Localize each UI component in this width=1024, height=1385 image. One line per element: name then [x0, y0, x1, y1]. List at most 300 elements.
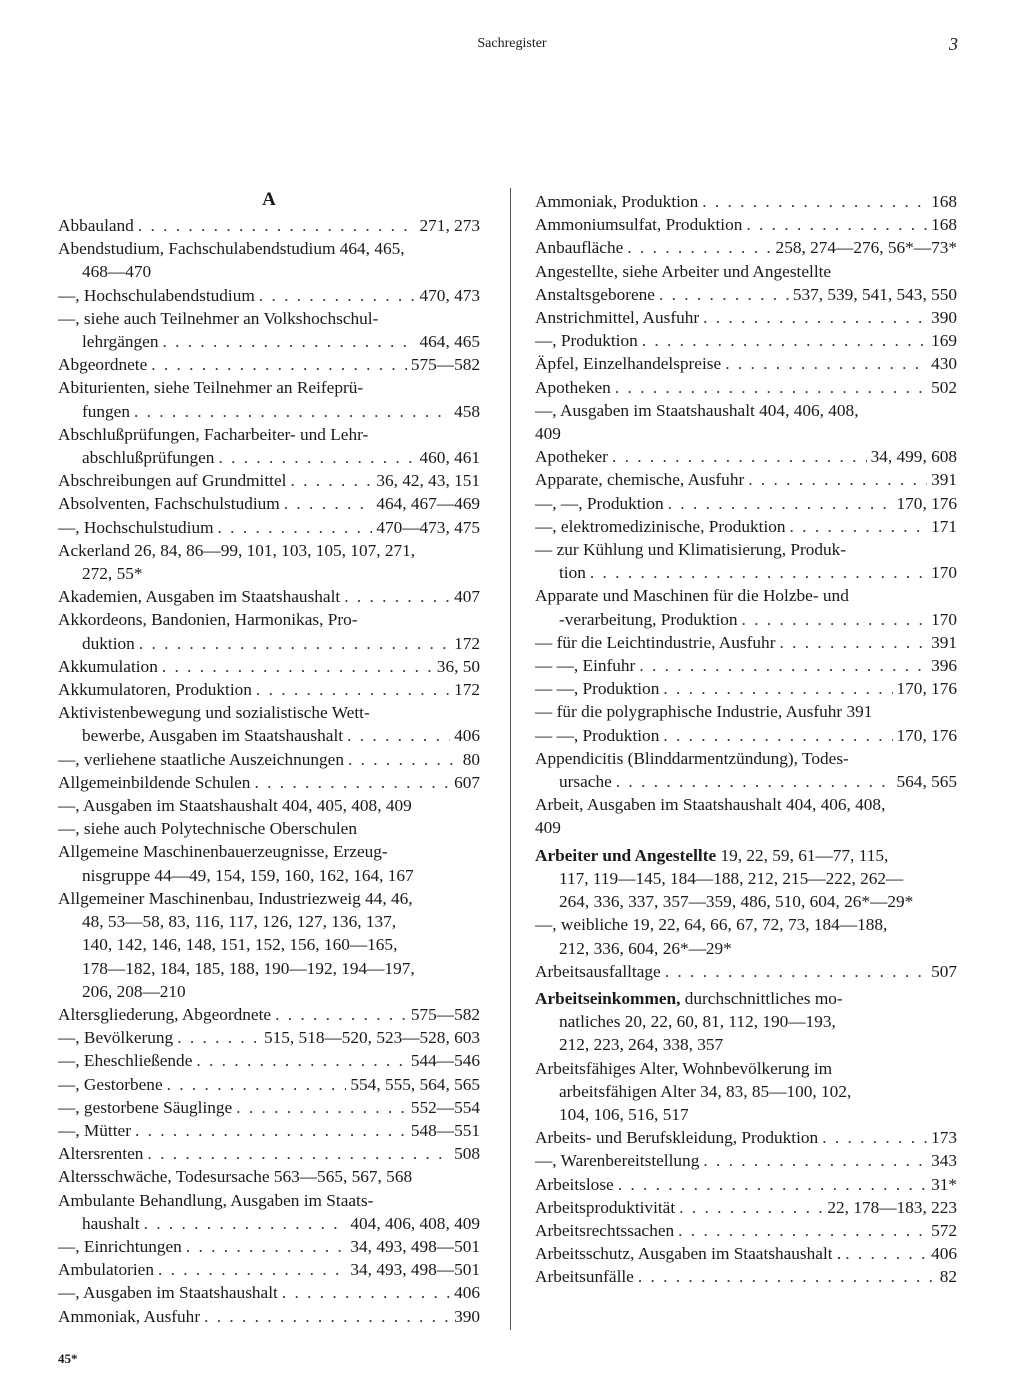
index-entry [58, 1003, 480, 1026]
entry-term: Ambulatorien [58, 1260, 154, 1280]
entry-text [82, 260, 151, 283]
page-reference: 170 [931, 609, 957, 629]
index-entry [58, 585, 480, 608]
index-entry [58, 307, 480, 353]
leader-dots [845, 1242, 927, 1265]
index-entry [58, 1096, 480, 1119]
index-entry [58, 1049, 480, 1072]
leader-dots [668, 492, 893, 515]
index-entry [58, 748, 480, 771]
entry-text [82, 330, 158, 353]
page-reference: 572 [931, 1220, 957, 1240]
index-entry [535, 1173, 957, 1196]
entry-term: —, weibliche 19, 22, 64, 66, 67, 72, 73, 184—188, [535, 915, 888, 935]
entry-term: Abiturienten, siehe Teilnehmer an Reifeprü- [58, 378, 364, 398]
index-line [58, 794, 480, 817]
leader-dots [822, 1126, 927, 1149]
index-entry [535, 236, 957, 259]
leader-dots [167, 1073, 347, 1096]
entry-term: -verarbeitung, Produktion [559, 609, 738, 629]
entry-term: nisgruppe 44—49, 154, 159, 160, 162, 164, 167 [82, 865, 414, 885]
entry-term: Aktivistenbewegung und sozialistische Wett- [58, 703, 370, 723]
page-reference: 34, 499, 608 [870, 447, 957, 467]
entry-text [535, 1196, 675, 1219]
leader-dots [678, 1219, 927, 1242]
entry-term: Apotheker [535, 447, 608, 467]
leader-dots [147, 1142, 450, 1165]
index-line [58, 1305, 480, 1328]
leader-dots [702, 190, 927, 213]
entry-text [559, 770, 612, 793]
entry-text [82, 724, 343, 747]
index-line [535, 867, 957, 890]
entry-term: Altersrenten [58, 1144, 144, 1164]
entry-text [535, 1149, 699, 1172]
entry-text [535, 1242, 841, 1265]
entry-term: —, siehe auch Teilnehmer an Volkshochschul- [58, 308, 379, 328]
leader-dots [790, 515, 928, 538]
entry-text [559, 608, 738, 631]
index-line [535, 1265, 957, 1288]
leader-dots [204, 1305, 450, 1328]
index-line [535, 236, 957, 259]
entry-text [58, 608, 358, 631]
index-line [58, 1003, 480, 1026]
index-entry [58, 376, 480, 422]
index-entry [535, 1196, 957, 1219]
index-line [535, 329, 957, 352]
index-line [58, 1119, 480, 1142]
entry-text [535, 913, 887, 936]
entry-text [535, 631, 775, 654]
index-line [58, 1165, 480, 1188]
entry-term: —, —, Produktion [535, 493, 664, 513]
leader-dots [218, 516, 373, 539]
entry-term: Arbeitsunfälle [535, 1267, 634, 1287]
index-line [58, 284, 480, 307]
entry-text [58, 423, 368, 446]
entry-text [535, 306, 699, 329]
page-number: 3 [949, 34, 958, 54]
index-entry [58, 655, 480, 678]
running-head-title: Sachregister [477, 36, 547, 51]
entry-term: Arbeitsproduktivität [535, 1197, 676, 1217]
entry-text [535, 724, 659, 747]
entry-term: Absolventen, Fachschulstudium [58, 494, 280, 514]
index-entry [58, 1281, 480, 1304]
leader-dots [218, 446, 415, 469]
index-entry [58, 1026, 480, 1049]
index-line [535, 631, 957, 654]
entry-text [535, 1173, 614, 1196]
leader-dots [590, 561, 927, 584]
entry-text [58, 376, 363, 399]
page-reference: 169 [931, 331, 957, 351]
entry-text [559, 890, 913, 913]
entry-term: Arbeits- und Berufskleidung, Produktion [535, 1128, 819, 1148]
index-line [58, 585, 480, 608]
entry-term: —, Ausgaben im Staatshaushalt [58, 1283, 278, 1303]
leader-dots [284, 492, 373, 515]
leader-dots [162, 330, 415, 353]
index-entry [535, 631, 957, 654]
leader-dots [290, 469, 372, 492]
index-line [58, 910, 480, 933]
index-entry [58, 237, 480, 283]
entry-text [535, 1126, 818, 1149]
entry-text [82, 864, 414, 887]
index-line [535, 584, 957, 607]
entry-term: Ammoniumsulfat, Produktion [535, 215, 743, 235]
entry-term: haushalt [82, 1213, 140, 1233]
entry-text [58, 1003, 271, 1026]
entry-text [535, 1057, 832, 1080]
entry-term: 409 [535, 424, 561, 444]
entry-text [58, 237, 405, 260]
entry-text [58, 1026, 173, 1049]
index-line [58, 864, 480, 887]
index-line [535, 1080, 957, 1103]
entry-text [58, 353, 147, 376]
entry-term: Anstaltsgeborene [535, 284, 655, 304]
entry-term: —, siehe auch Polytechnische Oberschulen [58, 819, 357, 839]
index-entry [58, 794, 480, 817]
entry-term: abschlußprüfungen [82, 448, 215, 468]
page-reference: 172 [454, 680, 480, 700]
entry-term: Allgemeiner Maschinenbau, Industriezweig 44, 46, [58, 888, 413, 908]
index-entry [535, 376, 957, 399]
entry-term: fungen [82, 401, 130, 421]
entry-text [559, 937, 732, 960]
index-entry [535, 1149, 957, 1172]
index-entry [535, 1219, 957, 1242]
index-line [535, 1010, 957, 1033]
leader-dots [616, 770, 893, 793]
entry-term: —, Hochschulstudium [58, 517, 214, 537]
entry-term: 48, 53—58, 83, 116, 117, 126, 127, 136, 137, [82, 912, 397, 932]
leader-dots [665, 960, 927, 983]
leader-dots [177, 1026, 260, 1049]
leader-dots [275, 1003, 407, 1026]
page-reference: 258, 274—276, 56*—73* [775, 238, 957, 258]
leader-dots [615, 376, 927, 399]
entry-text [58, 1235, 182, 1258]
entry-text [82, 562, 142, 585]
index-line [535, 399, 957, 422]
page-reference: 607 [454, 772, 480, 792]
entry-term: Arbeitsfähiges Alter, Wohnbevölkerung im [535, 1058, 833, 1078]
page-reference: 391 [931, 470, 957, 490]
leader-dots [627, 236, 771, 259]
index-line [58, 1281, 480, 1304]
entry-term: 212, 336, 604, 26*—29* [559, 938, 732, 958]
entry-text [535, 1265, 634, 1288]
index-line [535, 1057, 957, 1080]
entry-term: Allgemeinbildende Schulen [58, 772, 251, 792]
leader-dots [779, 631, 927, 654]
entry-text [535, 468, 744, 491]
page-reference: 430 [931, 354, 957, 374]
index-line [535, 260, 957, 283]
entry-text [559, 867, 903, 890]
index-entry [58, 701, 480, 747]
leader-dots [151, 353, 407, 376]
page-reference: 552—554 [410, 1097, 480, 1117]
entry-term: 272, 55* [82, 564, 143, 584]
index-line [535, 1149, 957, 1172]
entry-text [82, 446, 214, 469]
index-entry [58, 516, 480, 539]
entry-text [535, 515, 786, 538]
entry-term: Allgemeine Maschinenbauerzeugnisse, Erzeug- [58, 842, 388, 862]
entry-term: Akkumulation [58, 656, 158, 676]
index-line [58, 701, 480, 724]
index-line [535, 306, 957, 329]
entry-text [82, 632, 135, 655]
leader-dots [236, 1096, 407, 1119]
page-reference: 31* [931, 1174, 957, 1194]
entry-term: Apparate, chemische, Ausfuhr [535, 470, 745, 490]
index-line [535, 283, 957, 306]
entry-text [535, 584, 849, 607]
index-entry [58, 423, 480, 469]
entry-term: 212, 223, 264, 338, 357 [559, 1035, 724, 1055]
index-line [535, 793, 957, 816]
entry-text [82, 980, 186, 1003]
page-reference: 544—546 [410, 1051, 480, 1071]
section-letter: A [262, 189, 276, 210]
entry-term: 409 [535, 818, 561, 838]
index-line [58, 957, 480, 980]
entry-text [559, 561, 586, 584]
index-line [58, 260, 480, 283]
entry-text [535, 260, 831, 283]
entry-term: Äpfel, Einzelhandelspreise [535, 354, 722, 374]
entry-text [58, 1258, 154, 1281]
page-reference: 36, 50 [436, 656, 480, 676]
entry-term: Altersschwäche, Todesursache 563—565, 567, 568 [58, 1167, 413, 1187]
entry-term: Arbeitsschutz, Ausgaben im Staatshaushalt . [535, 1244, 842, 1264]
index-entry [535, 1126, 957, 1149]
entry-text [58, 1189, 373, 1212]
leader-dots [134, 400, 450, 423]
entry-term: Arbeitsrechtssachen [535, 1220, 675, 1240]
page-reference: 406 [454, 726, 480, 746]
index-line [58, 539, 480, 562]
page-reference: 170 [931, 563, 957, 583]
entry-term: arbeitsfähigen Alter 34, 83, 85—100, 102, [559, 1081, 852, 1101]
index-line [535, 445, 957, 468]
leader-dots [135, 1119, 407, 1142]
entry-term: 117, 119—145, 184—188, 212, 215—222, 262— [559, 868, 904, 888]
entry-term: Abgeordnete [58, 355, 148, 375]
entry-term: —, Bevölkerung [58, 1028, 174, 1048]
index-line [535, 816, 957, 839]
entry-text [58, 284, 255, 307]
index-entry [535, 515, 957, 538]
entry-term: — für die Leichtindustrie, Ausfuhr [535, 632, 776, 652]
entry-text [535, 283, 655, 306]
index-entry [58, 492, 480, 515]
entry-term: Ammoniak, Produktion [535, 192, 699, 211]
index-line [58, 1142, 480, 1165]
index-entry [535, 654, 957, 677]
index-line [58, 748, 480, 771]
leader-dots [138, 214, 416, 237]
index-entry [535, 584, 957, 630]
entry-text [58, 1049, 192, 1072]
leader-dots [748, 468, 927, 491]
entry-text [535, 844, 888, 867]
index-line [535, 1033, 957, 1056]
index-entry [58, 214, 480, 237]
index-entry [535, 724, 957, 747]
page-reference: 464, 465 [419, 332, 480, 352]
index-line [535, 770, 957, 793]
index-entry [58, 1165, 480, 1188]
entry-term: 468—470 [82, 262, 152, 282]
index-line [535, 1242, 957, 1265]
index-line [58, 1073, 480, 1096]
page-reference: 168 [931, 215, 957, 235]
index-entry [58, 1258, 480, 1281]
entry-text [535, 190, 698, 213]
entry-text [535, 376, 611, 399]
index-entry [58, 1189, 480, 1235]
page-reference: 406 [454, 1283, 480, 1303]
index-entry [535, 1242, 957, 1265]
entry-term: Angestellte, siehe Arbeiter und Angestellte [535, 261, 832, 281]
index-entry [58, 353, 480, 376]
index-entry [535, 213, 957, 236]
entry-term: Ackerland 26, 84, 86—99, 101, 103, 105, 107, 271, [58, 540, 416, 560]
page-reference: 172 [454, 633, 480, 653]
entry-term: —, Warenbereitstellung [535, 1151, 700, 1171]
entry-term: —, elektromedizinische, Produktion [535, 516, 786, 536]
index-line [58, 1026, 480, 1049]
entry-text [535, 236, 623, 259]
entry-term: — —, Einfuhr [535, 656, 636, 676]
index-line [535, 1219, 957, 1242]
index-entry [535, 468, 957, 491]
entry-text [82, 910, 396, 933]
page-reference: 173 [931, 1128, 957, 1148]
entry-text [535, 747, 849, 770]
index-line [58, 933, 480, 956]
page-reference: 507 [931, 961, 957, 981]
page-reference: 458 [454, 401, 480, 421]
index-line [535, 1173, 957, 1196]
page-reference: 170, 176 [896, 493, 957, 513]
index-line [58, 469, 480, 492]
entry-term: Akkordeons, Bandonien, Harmonikas, Pro- [58, 610, 358, 630]
page-reference: 515, 518—520, 523—528, 603 [263, 1028, 480, 1048]
entry-text [58, 840, 388, 863]
entry-text [58, 1073, 163, 1096]
entry-term: —, gestorbene Säuglinge [58, 1097, 233, 1117]
index-line [535, 538, 957, 561]
printer-signature-mark: 45* [58, 1351, 78, 1366]
entry-term: —, Ausgaben im Staatshaushalt 404, 405, 408, 409 [58, 796, 412, 816]
index-line [535, 376, 957, 399]
entry-term: Arbeit, Ausgaben im Staatshaushalt 404, 406, 408, [535, 795, 886, 815]
entry-text [82, 933, 397, 956]
page-reference: 80 [462, 749, 480, 769]
index-entry [535, 1265, 957, 1288]
index-line [535, 422, 957, 445]
entry-term: Arbeitsausfalltage [535, 961, 661, 981]
index-line [535, 700, 957, 723]
index-entry [58, 817, 480, 840]
entry-text [559, 1010, 836, 1033]
index-line [58, 562, 480, 585]
index-line [58, 376, 480, 399]
entry-text [58, 817, 357, 840]
page-reference: 554, 555, 564, 565 [350, 1074, 480, 1094]
index-entry [58, 1142, 480, 1165]
leader-dots [639, 654, 927, 677]
entry-text [82, 957, 415, 980]
index-line [535, 190, 957, 213]
entry-text [58, 1142, 143, 1165]
entry-term: Altersgliederung, Abgeordnete [58, 1004, 272, 1024]
entry-text [58, 794, 412, 817]
index-line [58, 980, 480, 1003]
index-line [58, 1212, 480, 1235]
entry-text [58, 1119, 131, 1142]
index-entry [535, 987, 957, 1057]
leader-dots [725, 352, 927, 375]
leader-dots [679, 1196, 823, 1219]
page-reference: 502 [931, 377, 957, 397]
page-reference: 464, 467—469 [376, 494, 480, 514]
index-entry [535, 677, 957, 700]
entry-text [535, 677, 659, 700]
index-entry [535, 538, 957, 584]
entry-term: 104, 106, 516, 517 [559, 1104, 689, 1124]
entry-text [58, 748, 344, 771]
entry-term: —, Produktion [535, 331, 638, 351]
page-reference: 548—551 [410, 1120, 480, 1140]
leader-dots [348, 748, 459, 771]
page-reference: 34, 493, 498—501 [350, 1260, 480, 1280]
entry-text [58, 539, 415, 562]
entry-text [58, 887, 413, 910]
entry-text [559, 1103, 689, 1126]
index-entry [58, 284, 480, 307]
index-entry [535, 399, 957, 445]
entry-term: Abschreibungen auf Grundmittel [58, 471, 287, 491]
index-line [58, 1189, 480, 1212]
entry-term: Ammoniak, Ausfuhr [58, 1306, 201, 1326]
entries-left [58, 214, 480, 1328]
index-line [58, 1096, 480, 1119]
index-entry [535, 793, 957, 839]
index-line [535, 1126, 957, 1149]
entry-text [535, 987, 843, 1010]
leader-dots [703, 306, 927, 329]
entry-term: —, Eheschließende [58, 1051, 193, 1071]
page-reference: 537, 539, 541, 543, 550 [792, 284, 957, 304]
page-reference: 170, 176 [896, 725, 957, 745]
entry-term: Abschlußprüfungen, Facharbeiter- und Lehr- [58, 424, 369, 444]
entry-text [58, 1281, 278, 1304]
index-line [535, 213, 957, 236]
entry-term: lehrgängen [82, 332, 159, 352]
page-reference: 391 [931, 632, 957, 652]
index-line [58, 307, 480, 330]
leader-dots [612, 445, 867, 468]
